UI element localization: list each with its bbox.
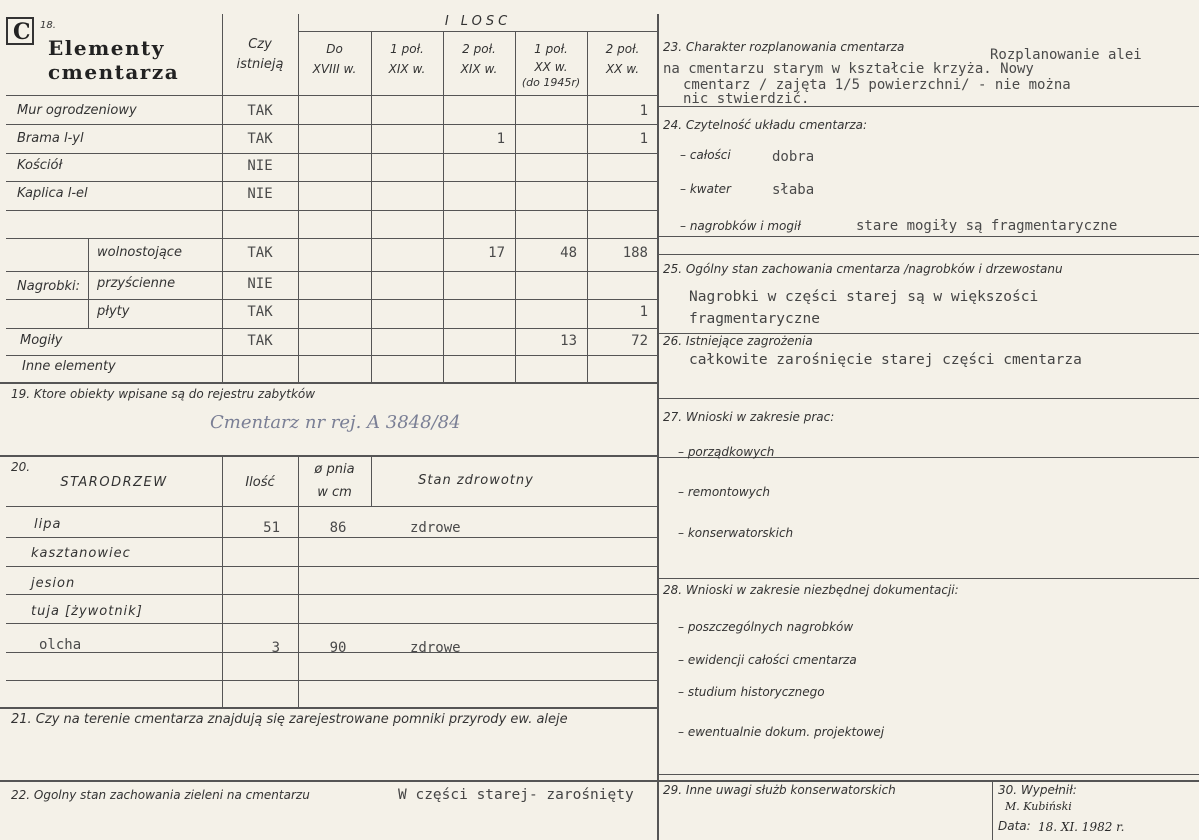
element-exists: NIE [247,186,273,202]
rule-horizontal [6,210,658,211]
rule-vertical [88,238,89,328]
s27-item-3: – konserwatorskich [678,526,794,540]
rule-horizontal [6,537,658,538]
section-letter: C [13,19,31,45]
rule-vertical [992,780,993,840]
s23-value-line1: Rozplanowanie alei [990,47,1142,63]
s25-value-line2: fragmentaryczne [689,311,820,327]
rule-horizontal [6,238,658,239]
period-3-line2: XIX w. [460,62,498,76]
rule-horizontal [657,254,1199,255]
nagrobki-label: Nagrobki: [17,279,81,294]
element-label: Brama l-yl [17,131,84,146]
rule-vertical [443,31,444,382]
s24-label: 24. Czytelność układu cmentarza: [663,118,868,132]
element-count-p4: 48 [560,245,577,261]
element-exists: TAK [247,131,273,147]
s26-label: 26. Istniejące zagrożenia [663,334,813,348]
rule-horizontal [657,578,1199,579]
element-count-p5: 1 [639,304,648,320]
element-exists: TAK [247,103,273,119]
exists-header-line1: Czy [248,37,272,52]
rule-horizontal [6,95,658,96]
period-2-line2: XIX w. [388,62,426,76]
rule-vertical [222,455,223,707]
s30-label: 30. Wypełnił: [998,783,1077,797]
rule-horizontal [6,181,658,182]
rule-horizontal [6,680,658,681]
s28-item-4: – ewentualnie dokum. projektowej [678,725,885,739]
s30-name: M. Kubiński [1005,800,1072,813]
tree-health: zdrowe [410,640,461,656]
period-2-line1: 1 poł. [390,42,424,56]
s20-number: 20. [11,460,31,474]
rule-vertical [657,14,659,840]
element-label: Kościół [17,158,63,173]
s26-value: całkowite zarośnięcie starej części cmentarza [689,352,1082,368]
tree-name: lipa [34,517,62,532]
s24-whole-label: – całości [680,148,731,162]
tree-name: kasztanowiec [31,546,131,561]
rule-horizontal [0,707,658,709]
s24-whole-value: dobra [772,149,815,165]
element-count-p3: 17 [488,245,505,261]
element-label: Inne elementy [22,359,116,374]
element-exists: NIE [247,276,273,292]
s24-graves-label: – nagrobków i mogił [680,219,801,233]
period-5-line1: 2 poł. [605,42,640,56]
s28-item-2: – ewidencji całości cmentarza [678,653,857,667]
s29-label: 29. Inne uwagi służb konserwatorskich [663,783,896,797]
s24-plots-label: – kwater [680,182,731,196]
rule-horizontal [6,271,658,272]
s25-value-line1: Nagrobki w części starej są w większości [689,289,1039,305]
rule-horizontal [657,398,1199,399]
element-exists: TAK [247,304,273,320]
s20-col-name: STARODRZEW [60,475,168,490]
rule-vertical [298,506,299,707]
tree-health: zdrowe [410,520,461,536]
s19-label: 19. Ktore obiekty wpisane są do rejestru zabytków [11,387,316,401]
tree-diameter: 86 [329,520,347,536]
element-label: Mogiły [20,333,63,348]
element-exists: TAK [247,333,273,349]
element-exists: NIE [247,158,273,174]
rule-horizontal [298,31,658,32]
s23-value-line2: na cmentarzu starym w kształcie krzyża. Nowy [663,61,1034,77]
s23-label: 23. Charakter rozplanowania cmentarza [663,40,905,54]
tree-name: jesion [31,576,76,591]
rule-horizontal [0,780,1199,782]
rule-horizontal [6,506,658,507]
tree-name: tuja [żywotnik] [31,604,143,619]
period-4-line2: XX w. [534,60,568,74]
rule-horizontal [657,774,1199,775]
element-count-p4: 13 [560,333,577,349]
quantity-header: I LOSC [444,14,512,29]
element-label: płyty [97,304,130,319]
element-label: wolnostojące [97,245,182,260]
exists-header-line2: istnieją [236,57,284,72]
tree-qty: 51 [263,520,280,536]
rule-horizontal [6,566,658,567]
s30-date-label: Data: [998,819,1031,833]
s27-item-2: – remontowych [678,485,770,499]
section-letter-box [6,17,34,45]
element-label: Mur ogrodzeniowy [17,103,137,118]
period-4-line3: (do 1945r) [521,76,581,89]
element-count-p5: 188 [622,245,648,261]
element-count-p3: 1 [496,131,505,147]
tree-qty: 3 [271,640,280,656]
s22-label: 22. Ogolny stan zachowania zieleni na cmentarzu [11,788,310,802]
rule-horizontal [0,382,658,384]
rule-horizontal [6,623,658,624]
rule-vertical [587,31,588,382]
elements-title-line2: cmentarza [48,60,180,84]
s23-value-line4: nic stwierdzić. [683,91,810,107]
s28-item-3: – studium historycznego [678,685,825,699]
element-count-p5: 72 [631,333,648,349]
rule-horizontal [657,236,1199,237]
rule-vertical [371,31,372,382]
rule-horizontal [6,355,658,356]
s23-value-line3: cmentarz / zajęta 1/5 powierzchni/ - nie można [683,77,1071,93]
s30-date: 18. XI. 1982 r. [1038,820,1125,834]
s28-item-1: – poszczególnych nagrobków [678,620,854,634]
elements-title-line1: Elementy [48,36,165,60]
s19-register-entry: Cmentarz nr rej. A 3848/84 [210,412,461,433]
s22-value: W części starej- zarośnięty [398,787,634,803]
element-count-p5: 1 [639,131,648,147]
s20-col-health: Stan zdrowotny [418,473,534,488]
rule-horizontal [6,328,658,329]
period-1-line2: XVIII w. [312,62,357,76]
s21-label: 21. Czy na terenie cmentarza znajdują się zarejestrowane pomniki przyrody ew. aleje [11,712,568,727]
element-exists: TAK [247,245,273,261]
element-label: przyścienne [97,276,176,291]
s20-col-diam-line1: ø pnia [314,462,355,477]
tree-diameter: 90 [329,640,347,656]
s24-graves-value: stare mogiły są fragmentaryczne [856,218,1118,234]
s25-label: 25. Ogólny stan zachowania cmentarza /nagrobków i drzewostanu [663,262,1063,276]
s27-item-1: – porządkowych [678,445,775,459]
s27-label: 27. Wnioski w zakresie prac: [663,410,835,424]
rule-horizontal [6,124,658,125]
period-3-line1: 2 poł. [462,42,496,56]
period-5-line2: XX w. [605,62,640,76]
rule-horizontal [6,594,658,595]
rule-horizontal [6,153,658,154]
s20-col-diam-line2: w cm [317,485,352,500]
s28-label: 28. Wnioski w zakresie niezbędnej dokumentacji: [663,583,959,597]
element-label: Kaplica l-el [17,186,88,201]
rule-horizontal [0,455,658,457]
element-count-p5: 1 [639,103,648,119]
s20-col-qty: Ilość [245,475,275,490]
period-1-line1: Do [326,42,343,56]
period-4-line1: 1 poł. [534,42,568,56]
rule-horizontal [88,299,658,300]
section-number: 18. [40,20,56,31]
s24-plots-value: słaba [772,182,815,198]
tree-name: olcha [39,637,82,653]
